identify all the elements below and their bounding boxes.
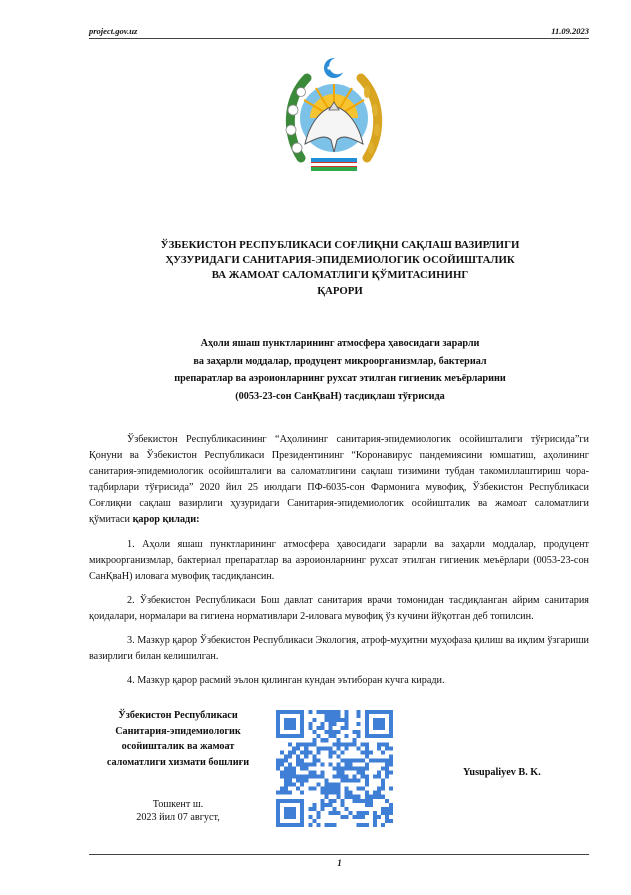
print-date: 11.09.2023 — [551, 26, 589, 36]
signer-name: Yusupaliyev B. K. — [463, 767, 541, 778]
sign-date: 2023 йил 07 август, — [136, 812, 220, 824]
site-url[interactable]: project.gov.uz — [89, 26, 138, 36]
footer-divider — [89, 854, 589, 855]
signatory-organization — [94, 708, 262, 770]
decree-body — [89, 432, 589, 697]
title-line: ВА ЖАМОАТ САЛОМАТЛИГИ ҚЎМИТАСИНИНГ — [211, 269, 469, 282]
org-line: Ўзбекистон Республикаси — [118, 710, 238, 721]
decree-item-2: 2. Ўзбекистон Республикаси Бош давлат санитария врачи томонидан тасдиқланган айрим санитария қоидалари, нормалари ва гигиена нормативлари 2-иловага мувофиқ ўз кучини йўқотган деб топилсин. — [89, 594, 589, 622]
preamble-text: Ўзбекистон Республикасининг “Аҳолининг санитария-эпидемиологик осойишталиги тўғрисида”ги Қонуни ва Ўзбекистон Республикаси Президентининг “Коронавирус пандемиясини юмшатиш, аҳолининг санитария-эпидемиологик осойишталиги ва саломатлигини сақлаш тизимини тубдан такомиллаштириш чора-тадбирлари тўғрисида” 2020 йил 25 июлдаги ПФ-6035-сон Фармонига мувофиқ, Ўзбекистон Республикаси Соғлиқни сақлаш вазирлиги ҳузуридаги Санитария-эпидемиологик осойишталик ва жамоат саломатлиги қўмитаси — [89, 434, 589, 526]
subject-line: ва заҳарли моддалар, продуцент микроорганизмлар, бактериал — [193, 355, 487, 367]
title-line: ҚАРОРИ — [317, 284, 363, 297]
page-number: 1 — [337, 858, 342, 868]
qr-code-icon[interactable] — [276, 710, 393, 827]
place-and-date — [94, 798, 262, 825]
title-line: ЎЗБЕКИСТОН РЕСПУБЛИКАСИ СОҒЛИҚНИ САҚЛАШ ВАЗИРЛИГИ — [160, 239, 520, 251]
city: Тошкент ш. — [152, 799, 204, 810]
org-line: Санитария-эпидемиологик — [115, 725, 241, 737]
decree-subject — [120, 335, 560, 405]
org-line: саломатлиги хизмати бошлиғи — [106, 756, 250, 768]
decree-item-1: 1. Аҳоли яшаш пунктларининг атмосфера ҳавосидаги зарарли ва заҳарли моддалар, продуцент микроорганизмлар, бактериал препаратлар ва аэроионларнинг рухсат этилган гигиеник меъёрлари (0053-23-сон СанҚваН) иловага мувофиқ тасдиқлансин. — [89, 538, 589, 582]
decree-item-3: 3. Мазкур қарор Ўзбекистон Республикаси Экология, атроф-муҳитни муҳофаза қилиш ва иқлим ўзгариши вазирлиги билан келишилган. — [89, 635, 589, 663]
subject-line: препаратлар ва аэроионларнинг рухсат этилган гигиеник меъёрларини — [174, 373, 506, 385]
subject-line: Аҳоли яшаш пунктларининг атмосфера ҳавосидаги зарарли — [200, 338, 480, 349]
preamble-paragraph — [89, 432, 589, 529]
state-emblem-icon — [279, 48, 389, 186]
decides-phrase: қарор қилади: — [132, 514, 200, 526]
title-line: ҲУЗУРИДАГИ САНИТАРИЯ-ЭПИДЕМИОЛОГИК ОСОЙИШТАЛИК — [165, 254, 515, 267]
decree-item-4: 4. Мазкур қарор расмий эълон қилинган кундан эътиборан кучга киради. — [127, 675, 445, 687]
org-line: осойишталик ва жамоат — [121, 741, 235, 753]
header-divider — [89, 38, 589, 39]
subject-line: (0053-23-сон СанҚваН) тасдиқлаш тўғрисида — [235, 390, 445, 402]
decree-title — [100, 238, 580, 299]
